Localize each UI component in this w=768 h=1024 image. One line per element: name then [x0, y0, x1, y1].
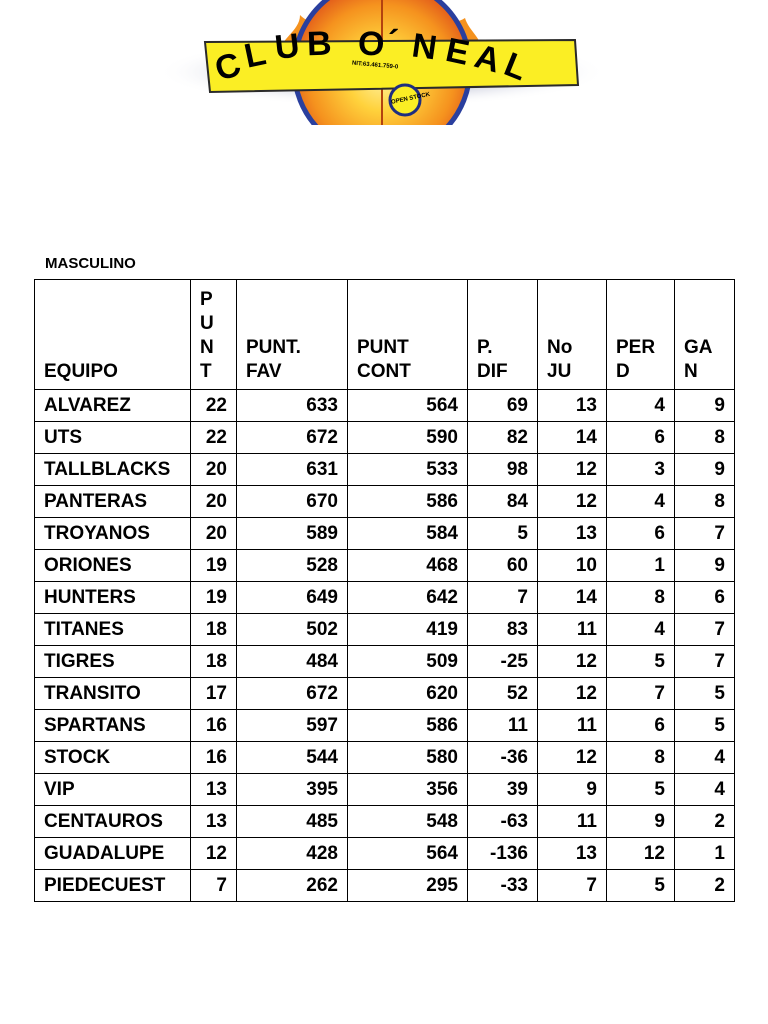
stat-cell-punt-fav: 262 [237, 870, 348, 902]
club-logo [150, 0, 610, 125]
stat-cell-no-ju: 12 [538, 486, 607, 518]
stat-cell-punt-cont: 548 [348, 806, 468, 838]
table-row [35, 838, 735, 870]
stat-cell-punt-fav: 670 [237, 486, 348, 518]
table-row [35, 550, 735, 582]
stat-cell-punt-cont: 419 [348, 614, 468, 646]
stat-cell-p-dif: 83 [468, 614, 538, 646]
stat-cell-no-ju: 13 [538, 838, 607, 870]
stat-cell-punt-cont: 584 [348, 518, 468, 550]
table-row [35, 806, 735, 838]
table-row [35, 614, 735, 646]
stat-cell-p-dif: -33 [468, 870, 538, 902]
stat-cell-punt-cont: 295 [348, 870, 468, 902]
column-header-perd: PER D [607, 280, 675, 390]
standings-table [34, 279, 735, 902]
stat-cell-no-ju: 11 [538, 614, 607, 646]
column-header-equipo: EQUIPO [35, 280, 191, 390]
stat-cell-no-ju: 14 [538, 582, 607, 614]
stat-cell-gan: 9 [675, 550, 735, 582]
table-row [35, 742, 735, 774]
team-name-cell: ALVAREZ [35, 390, 191, 422]
stat-cell-punt: 20 [191, 486, 237, 518]
table-row [35, 422, 735, 454]
stat-cell-perd: 12 [607, 838, 675, 870]
stat-cell-p-dif: 82 [468, 422, 538, 454]
stat-cell-p-dif: 11 [468, 710, 538, 742]
stat-cell-punt: 22 [191, 390, 237, 422]
stat-cell-no-ju: 14 [538, 422, 607, 454]
stat-cell-punt-fav: 672 [237, 678, 348, 710]
team-name-cell: TIGRES [35, 646, 191, 678]
stat-cell-perd: 6 [607, 518, 675, 550]
stat-cell-p-dif: 7 [468, 582, 538, 614]
stat-cell-p-dif: -25 [468, 646, 538, 678]
stat-cell-perd: 8 [607, 582, 675, 614]
stat-cell-no-ju: 12 [538, 678, 607, 710]
stat-cell-gan: 4 [675, 774, 735, 806]
stat-cell-punt-fav: 633 [237, 390, 348, 422]
table-row [35, 870, 735, 902]
stat-cell-no-ju: 13 [538, 390, 607, 422]
table-row [35, 646, 735, 678]
category-label: MASCULINO [45, 255, 136, 272]
stat-cell-gan: 8 [675, 486, 735, 518]
stat-cell-p-dif: 60 [468, 550, 538, 582]
stat-cell-p-dif: -63 [468, 806, 538, 838]
stat-cell-punt-fav: 649 [237, 582, 348, 614]
logo-badge-label: OPEN STOCK [390, 91, 431, 106]
logo-title-letter: C [210, 45, 246, 89]
stat-cell-punt: 13 [191, 774, 237, 806]
logo-title-letter: L [499, 45, 533, 89]
stat-cell-punt: 19 [191, 550, 237, 582]
team-name-cell: HUNTERS [35, 582, 191, 614]
stat-cell-perd: 4 [607, 614, 675, 646]
stat-cell-punt-fav: 528 [237, 550, 348, 582]
stat-cell-no-ju: 9 [538, 774, 607, 806]
table-row [35, 710, 735, 742]
column-header-punt: P U N T [191, 280, 237, 390]
stat-cell-punt-cont: 580 [348, 742, 468, 774]
logo-title-letter: B [306, 24, 333, 64]
stat-cell-punt-cont: 564 [348, 838, 468, 870]
stat-cell-punt-fav: 544 [237, 742, 348, 774]
stat-cell-punt: 19 [191, 582, 237, 614]
stat-cell-punt: 7 [191, 870, 237, 902]
stat-cell-punt-cont: 642 [348, 582, 468, 614]
stat-cell-p-dif: -36 [468, 742, 538, 774]
stat-cell-no-ju: 12 [538, 454, 607, 486]
stat-cell-no-ju: 12 [538, 742, 607, 774]
team-name-cell: UTS [35, 422, 191, 454]
stat-cell-punt: 17 [191, 678, 237, 710]
stat-cell-punt-fav: 631 [237, 454, 348, 486]
stat-cell-perd: 1 [607, 550, 675, 582]
stat-cell-perd: 9 [607, 806, 675, 838]
logo-title-letter: A [470, 37, 505, 81]
stat-cell-no-ju: 11 [538, 710, 607, 742]
stat-cell-punt: 22 [191, 422, 237, 454]
table-header-row [35, 280, 735, 390]
stat-cell-perd: 5 [607, 646, 675, 678]
team-name-cell: SPARTANS [35, 710, 191, 742]
stat-cell-punt: 12 [191, 838, 237, 870]
stat-cell-gan: 7 [675, 614, 735, 646]
stat-cell-p-dif: 69 [468, 390, 538, 422]
table-body [35, 390, 735, 902]
stat-cell-no-ju: 7 [538, 870, 607, 902]
team-name-cell: VIP [35, 774, 191, 806]
stat-cell-gan: 4 [675, 742, 735, 774]
stat-cell-punt-fav: 485 [237, 806, 348, 838]
column-header-punt-fav: PUNT. FAV [237, 280, 348, 390]
stat-cell-perd: 3 [607, 454, 675, 486]
stat-cell-no-ju: 12 [538, 646, 607, 678]
stat-cell-p-dif: -136 [468, 838, 538, 870]
stat-cell-punt-cont: 586 [348, 710, 468, 742]
table-row [35, 678, 735, 710]
logo-title-letter: L [241, 34, 270, 76]
stat-cell-punt: 16 [191, 742, 237, 774]
column-header-gan: GA N [675, 280, 735, 390]
logo-nit: NIT:63.461.759-0 [351, 60, 399, 71]
stat-cell-punt-cont: 468 [348, 550, 468, 582]
stat-cell-gan: 7 [675, 646, 735, 678]
stat-cell-no-ju: 11 [538, 806, 607, 838]
stat-cell-punt: 20 [191, 518, 237, 550]
stat-cell-p-dif: 84 [468, 486, 538, 518]
stat-cell-p-dif: 98 [468, 454, 538, 486]
stat-cell-gan: 2 [675, 870, 735, 902]
team-name-cell: GUADALUPE [35, 838, 191, 870]
club-logo-graphic [150, 0, 610, 125]
stat-cell-punt: 13 [191, 806, 237, 838]
team-name-cell: PIEDECUEST [35, 870, 191, 902]
logo-title-letter: U [272, 26, 302, 67]
team-name-cell: TRANSITO [35, 678, 191, 710]
stat-cell-gan: 5 [675, 678, 735, 710]
team-name-cell: STOCK [35, 742, 191, 774]
logo-title-letter: E [442, 30, 473, 73]
stat-cell-punt-cont: 509 [348, 646, 468, 678]
stat-cell-gan: 5 [675, 710, 735, 742]
stat-cell-punt-cont: 356 [348, 774, 468, 806]
stat-cell-gan: 2 [675, 806, 735, 838]
stat-cell-perd: 4 [607, 390, 675, 422]
stat-cell-punt-cont: 564 [348, 390, 468, 422]
table-row [35, 486, 735, 518]
table-row [35, 518, 735, 550]
table-row [35, 774, 735, 806]
stat-cell-gan: 9 [675, 454, 735, 486]
team-name-cell: ORIONES [35, 550, 191, 582]
stat-cell-perd: 6 [607, 710, 675, 742]
stat-cell-no-ju: 13 [538, 518, 607, 550]
stat-cell-punt-fav: 428 [237, 838, 348, 870]
stat-cell-perd: 5 [607, 774, 675, 806]
stat-cell-punt-fav: 395 [237, 774, 348, 806]
stat-cell-punt: 16 [191, 710, 237, 742]
stat-cell-p-dif: 39 [468, 774, 538, 806]
stat-cell-punt-fav: 589 [237, 518, 348, 550]
stat-cell-punt: 18 [191, 614, 237, 646]
team-name-cell: CENTAUROS [35, 806, 191, 838]
stat-cell-gan: 1 [675, 838, 735, 870]
team-name-cell: TITANES [35, 614, 191, 646]
stat-cell-punt-cont: 533 [348, 454, 468, 486]
stat-cell-perd: 5 [607, 870, 675, 902]
logo-title-letter: N [409, 26, 440, 68]
team-name-cell: TROYANOS [35, 518, 191, 550]
stat-cell-punt-cont: 590 [348, 422, 468, 454]
logo-title-letter: O [357, 24, 386, 64]
stat-cell-gan: 9 [675, 390, 735, 422]
column-header-no-ju: No JU [538, 280, 607, 390]
stat-cell-gan: 6 [675, 582, 735, 614]
team-name-cell: TALLBLACKS [35, 454, 191, 486]
stat-cell-punt: 18 [191, 646, 237, 678]
stat-cell-gan: 7 [675, 518, 735, 550]
table-row [35, 454, 735, 486]
table-row [35, 582, 735, 614]
stat-cell-perd: 8 [607, 742, 675, 774]
team-name-cell: PANTERAS [35, 486, 191, 518]
stat-cell-perd: 6 [607, 422, 675, 454]
stat-cell-punt-cont: 620 [348, 678, 468, 710]
column-header-punt-cont: PUNT CONT [348, 280, 468, 390]
stat-cell-p-dif: 5 [468, 518, 538, 550]
column-header-p-dif: P. DIF [468, 280, 538, 390]
table-row [35, 390, 735, 422]
stat-cell-perd: 4 [607, 486, 675, 518]
stat-cell-no-ju: 10 [538, 550, 607, 582]
stat-cell-punt-fav: 597 [237, 710, 348, 742]
stat-cell-punt-fav: 484 [237, 646, 348, 678]
stat-cell-perd: 7 [607, 678, 675, 710]
logo-title-letter: ´ [388, 24, 400, 62]
stat-cell-punt-fav: 502 [237, 614, 348, 646]
stat-cell-p-dif: 52 [468, 678, 538, 710]
stat-cell-punt-cont: 586 [348, 486, 468, 518]
stat-cell-punt-fav: 672 [237, 422, 348, 454]
stat-cell-gan: 8 [675, 422, 735, 454]
stat-cell-punt: 20 [191, 454, 237, 486]
